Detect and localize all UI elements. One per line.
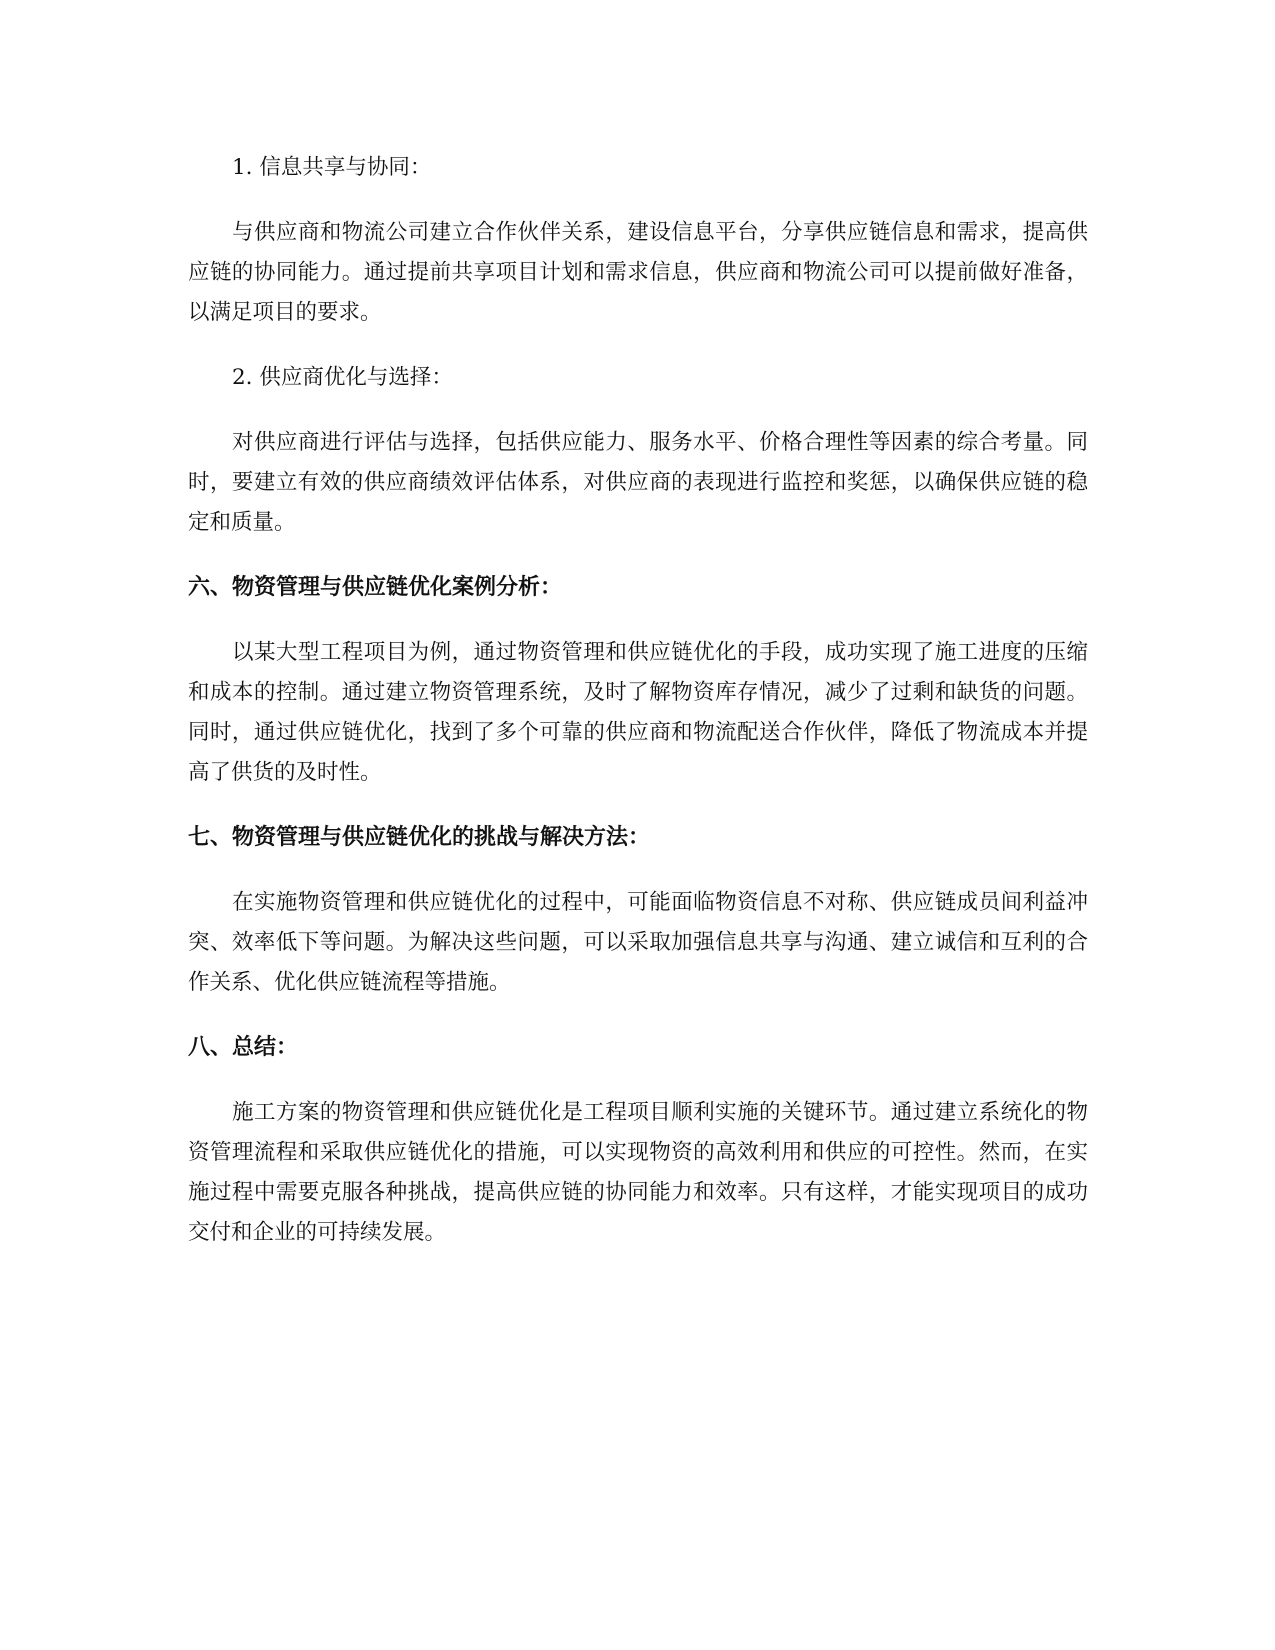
paragraph-info-sharing: 与供应商和物流公司建立合作伙伴关系，建设信息平台，分享供应链信息和需求，提高供应链的协同能力。通过提前共享项目计划和需求信息，供应商和物流公司可以提前做好准备，以满足项目的要求。 [188, 220, 1088, 325]
paragraph-case-analysis: 以某大型工程项目为例，通过物资管理和供应链优化的手段，成功实现了施工进度的压缩和成本的控制。通过建立物资管理系统，及时了解物资库存情况，减少了过剩和缺货的问题。同时，通过供应链优化，找到了多个可靠的供应商和物流配送合作伙伴，降低了物流成本并提高了供货的及时性。 [188, 640, 1088, 785]
item-title-supplier-optimization: 2. 供应商优化与选择： [232, 365, 453, 390]
item-title-info-sharing: 1. 信息共享与协同： [232, 155, 432, 180]
heading-summary: 八、总结： [188, 1035, 299, 1060]
paragraph-supplier-optimization: 对供应商进行评估与选择，包括供应能力、服务水平、价格合理性等因素的综合考量。同时，要建立有效的供应商绩效评估体系，对供应商的表现进行监控和奖惩，以确保供应链的稳定和质量。 [188, 430, 1088, 535]
paragraph-challenges: 在实施物资管理和供应链优化的过程中，可能面临物资信息不对称、供应链成员间利益冲突、效率低下等问题。为解决这些问题，可以采取加强信息共享与沟通、建立诚信和互利的合作关系、优化供应链流程等措施。 [188, 890, 1088, 995]
paragraph-summary: 施工方案的物资管理和供应链优化是工程项目顺利实施的关键环节。通过建立系统化的物资管理流程和采取供应链优化的措施，可以实现物资的高效利用和供应的可控性。然而，在实施过程中需要克服各种挑战，提高供应链的协同能力和效率。只有这样，才能实现项目的成功交付和企业的可持续发展。 [188, 1100, 1088, 1245]
heading-challenges: 七、物资管理与供应链优化的挑战与解决方法： [188, 825, 651, 850]
document-body [188, 148, 1088, 1278]
heading-case-analysis: 六、物资管理与供应链优化案例分析： [188, 575, 563, 600]
